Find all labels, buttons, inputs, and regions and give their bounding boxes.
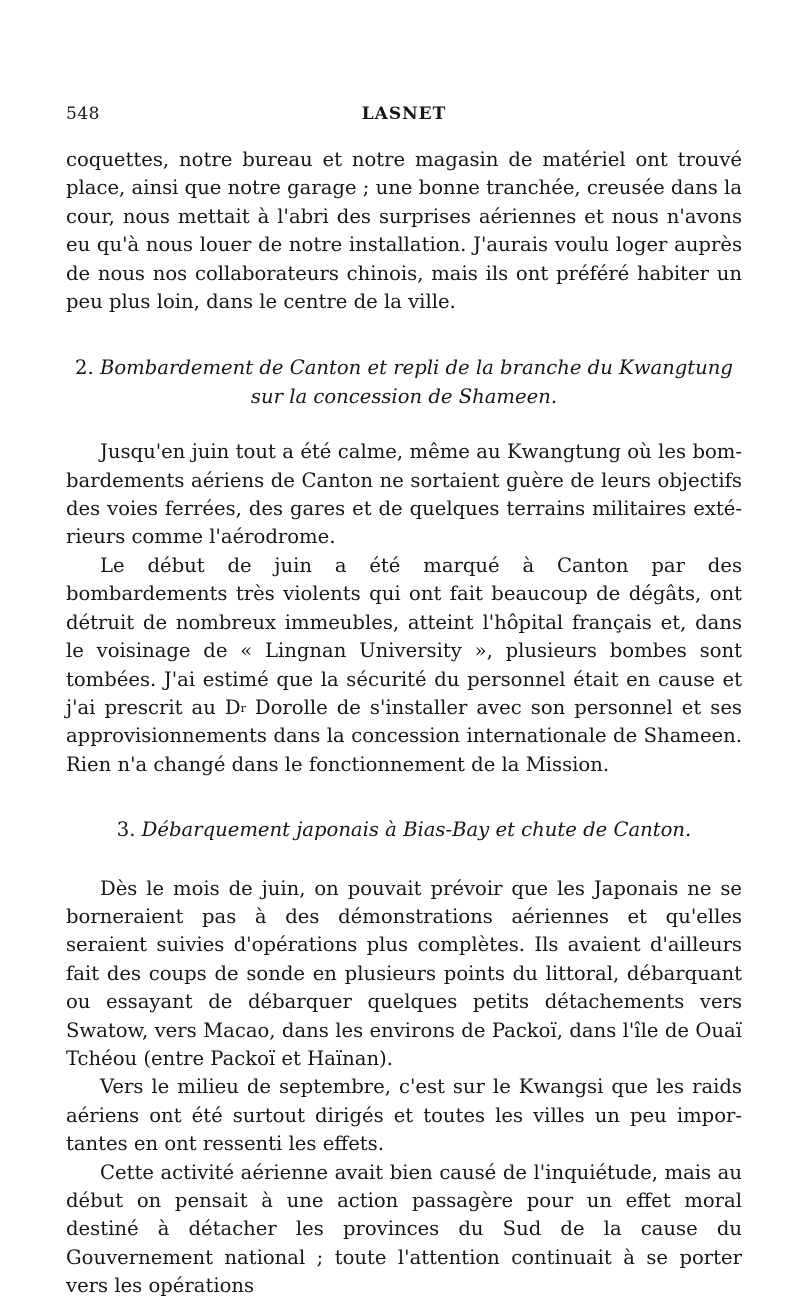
section-title: Bombardement de Canton et repli de la branche du Kwangtung sur la concession de Shameen. (99, 356, 733, 408)
section-number: 3. (116, 818, 136, 842)
page-header (66, 100, 742, 140)
paragraph-continuation: coquettes, notre bureau et notre magasin de matériel ont trouvé place, ainsi que notre garage ; une bonne tranchée, creusée dans la cour, nous mettait à l'abri des surprises aériennes et nous n'avons eu qu'à nous louer de notre installation. J'aurais voulu loger auprès de nous nos collaborateurs chinois, mais ils ont préféré habiter un peu plus loin, dans le centre de la ville. (66, 148, 742, 314)
paragraph: Vers le milieu de septembre, c'est sur le Kwangsi que les raids aériens ont été surtout dirigés et toutes les villes un peu importantes en ont ressenti les effets. (66, 1075, 742, 1156)
running-title: LASNET (361, 104, 447, 124)
paragraph: Jusqu'en juin tout a été calme, même au Kwangtung où les bombardements aériens de Canton ne sortaient guère de leurs objectifs des voies ferrées, des gares et de quelques terrains militaires extérieurs comme l'aérodrome. (66, 440, 742, 549)
paragraph (66, 552, 742, 779)
section-title: Débarquement japonais à Bias-Bay et chute de Canton. (141, 818, 692, 842)
book-page (66, 100, 742, 1301)
section-heading-2 (66, 354, 742, 411)
paragraph: Cette activité aérienne avait bien causé de l'inquiétude, mais au début on pensait à une action passagère pour un effet moral destiné à détacher les provinces du Sud de la cause du Gouvernement national ; toute l'attention continuait à se porter vers les opérations (66, 1160, 742, 1298)
paragraph-text: Le début de juin a été marqué à Canton par des bombardements très violents qui ont fait beaucoup de dégâts, ont détruit de nombreux immeubles, atteint l'hôpital français et, dans le voisinage de « Lingnan University », plusieurs bombes sont tombées. J'ai estimé que la sécurité du personnel était en cause et j'ai prescrit au D (66, 553, 742, 719)
paragraph: Dès le mois de juin, on pouvait prévoir que les Japonais ne se borneraient pas à des démonstrations aériennes et qu'elles seraient suivies d'opérations plus complètes. Ils avaient d'ailleurs fait des coups de sonde en plusieurs points du littoral, débarquant ou essayant de débarquer quelques petits détachements vers Swatow, vers Macao, dans les environs de Packoï, dans l'île de Ouaï Tchéou (entre Packoï et Haïnan). (66, 876, 742, 1070)
page-number: 548 (66, 104, 100, 124)
section-heading-3 (66, 816, 742, 844)
section-number: 2. (75, 356, 94, 380)
paragraph-text: Dorolle de s'installer avec son personnel et ses approvisionnements dans la concession internationale de Shameen. Rien n'a changé dans le fonctionnement de la Mission. (66, 695, 742, 776)
title-superscript: r (240, 701, 246, 715)
